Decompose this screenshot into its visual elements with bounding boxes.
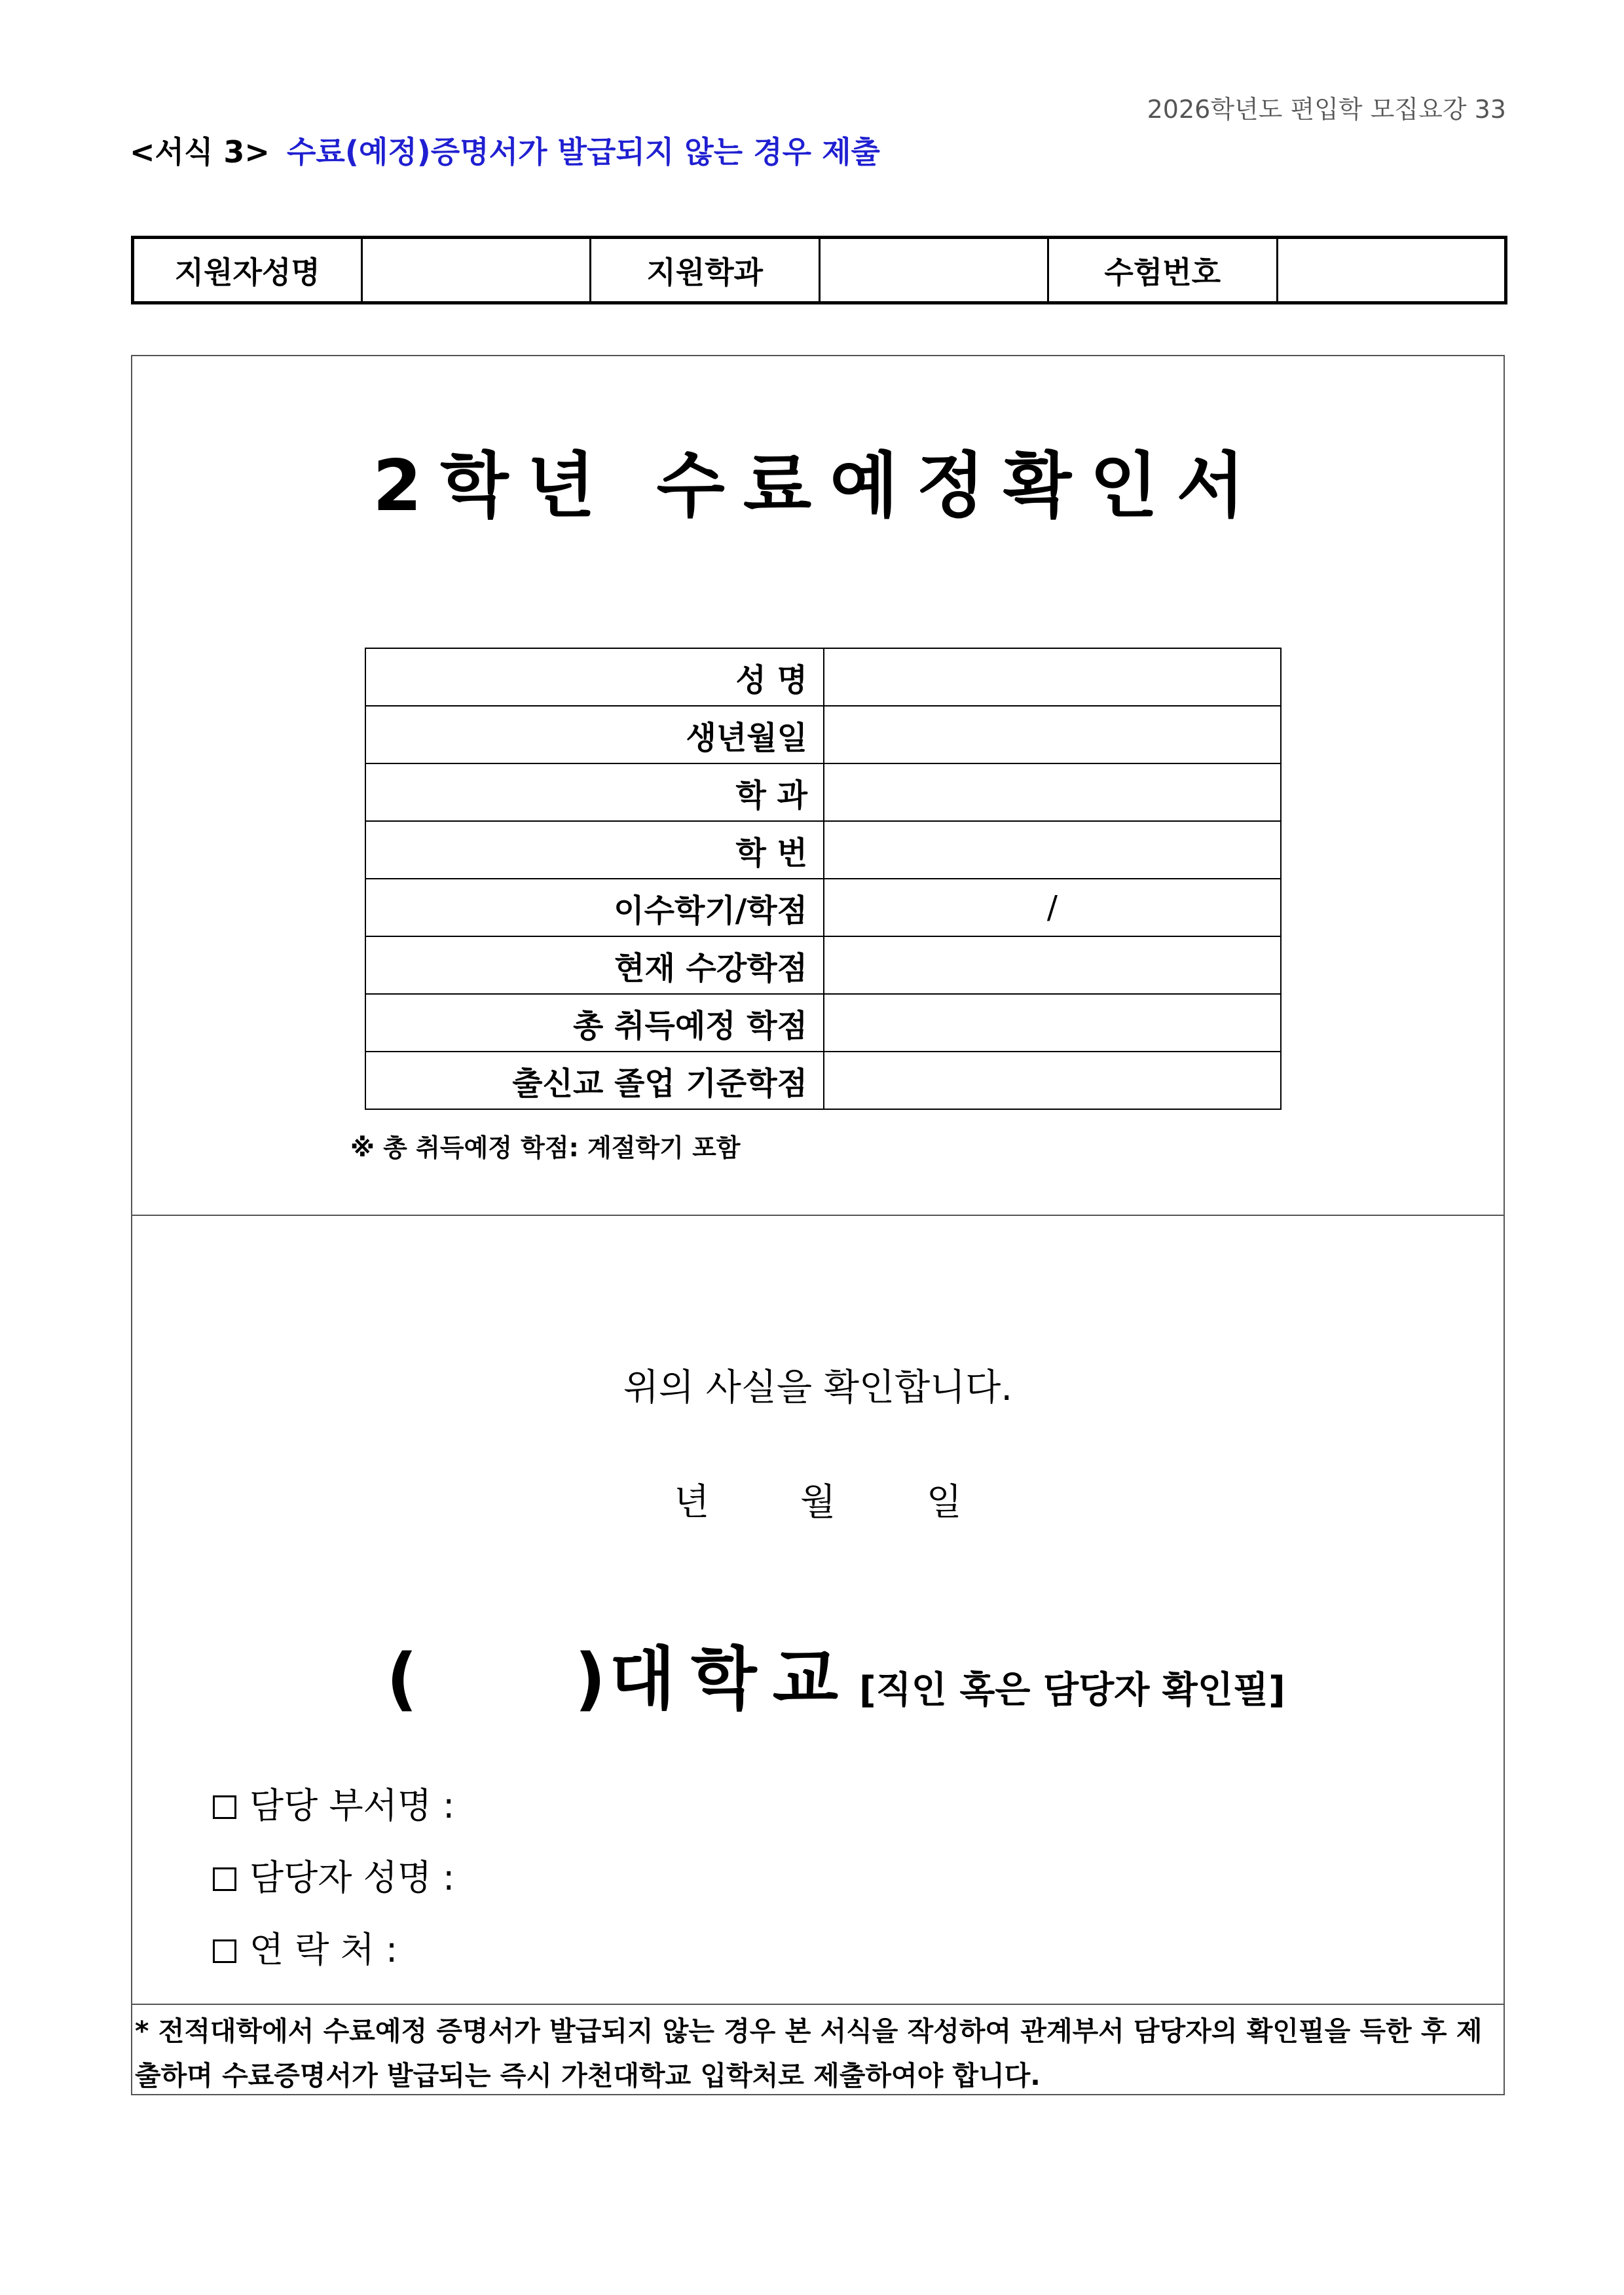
- checkbox-icon[interactable]: [213, 1867, 236, 1891]
- open-paren: (: [386, 1639, 418, 1719]
- info-field[interactable]: [824, 1052, 1281, 1109]
- info-field[interactable]: [824, 706, 1281, 763]
- exam-number-field[interactable]: [1277, 238, 1506, 303]
- checkbox-icon[interactable]: [213, 1939, 236, 1963]
- university-unit: 대학교: [609, 1639, 855, 1719]
- confirmation-text: 위의 사실을 확인합니다.: [623, 1367, 1013, 1409]
- student-info-table: [365, 648, 1282, 1110]
- form-title: 수료(예정)증명서가 발급되지 않는 경우 제출: [287, 134, 880, 170]
- info-field[interactable]: [824, 936, 1281, 994]
- info-field[interactable]: /: [824, 879, 1281, 936]
- section-divider: [131, 1215, 1505, 1216]
- info-row: [365, 763, 1281, 821]
- info-field[interactable]: [824, 648, 1281, 706]
- info-label: 출신교 졸업 기준학점: [365, 1052, 824, 1109]
- contact-label: 담당 부서명 :: [249, 1785, 455, 1826]
- info-label: 생년월일: [365, 706, 824, 763]
- info-label: 현재 수강학점: [365, 936, 824, 994]
- page-header: 2026학년도 편입학 모집요강 33: [1147, 95, 1506, 124]
- contact-label: 연 락 처 :: [249, 1929, 398, 1970]
- info-label: 학 과: [365, 763, 824, 821]
- applicant-table: [131, 236, 1507, 304]
- info-label: 이수학기/학점: [365, 879, 824, 936]
- info-label: 성 명: [365, 648, 824, 706]
- university-signature-line: [386, 1624, 1285, 1722]
- info-row: [365, 1052, 1281, 1109]
- form-label: [130, 128, 880, 172]
- info-label: 학 번: [365, 821, 824, 879]
- form-tag: <서식 3>: [130, 134, 270, 170]
- info-row: [365, 936, 1281, 994]
- info-row: [365, 706, 1281, 763]
- applicant-name-field[interactable]: [361, 238, 591, 303]
- info-row: [365, 648, 1281, 706]
- info-row: [365, 994, 1281, 1052]
- exam-number-label: 수험번호: [1048, 238, 1278, 303]
- form-body: [131, 355, 1505, 2095]
- document-title: 2학년 수료예정확인서: [373, 445, 1263, 527]
- info-field[interactable]: [824, 994, 1281, 1052]
- contact-phone: [213, 1922, 397, 1972]
- applicant-dept-field[interactable]: [819, 238, 1048, 303]
- info-row: [365, 821, 1281, 879]
- close-paren: ): [574, 1639, 606, 1719]
- seal-note: [직인 혹은 담당자 확인필]: [859, 1669, 1285, 1712]
- contact-label: 담당자 성명 :: [249, 1857, 455, 1898]
- info-field[interactable]: [824, 763, 1281, 821]
- notice-divider: [131, 2004, 1505, 2005]
- info-label: 총 취득예정 학점: [365, 994, 824, 1052]
- info-row: [365, 879, 1281, 936]
- bottom-notice: * 전적대학에서 수료예정 증명서가 발급되지 않는 경우 본 서식을 작성하여 관계부서 담당자의 확인필을 득한 후 제출하며 수료증명서가 발급되는 즉시 가천대학교 입학처로 제출하여야 합니다.: [135, 2015, 1483, 2091]
- date-day: 일: [926, 1481, 962, 1524]
- date-line: [131, 1473, 1505, 1526]
- contact-department: [213, 1778, 454, 1828]
- date-year: 년: [674, 1481, 710, 1524]
- date-month: 월: [800, 1481, 836, 1524]
- credit-note: ※ 총 취득예정 학점: 계절학기 포함: [350, 1133, 741, 1162]
- applicant-dept-label: 지원학과: [591, 238, 820, 303]
- checkbox-icon[interactable]: [213, 1795, 236, 1819]
- info-field[interactable]: [824, 821, 1281, 879]
- applicant-name-label: 지원자성명: [133, 238, 362, 303]
- contact-person: [213, 1850, 454, 1900]
